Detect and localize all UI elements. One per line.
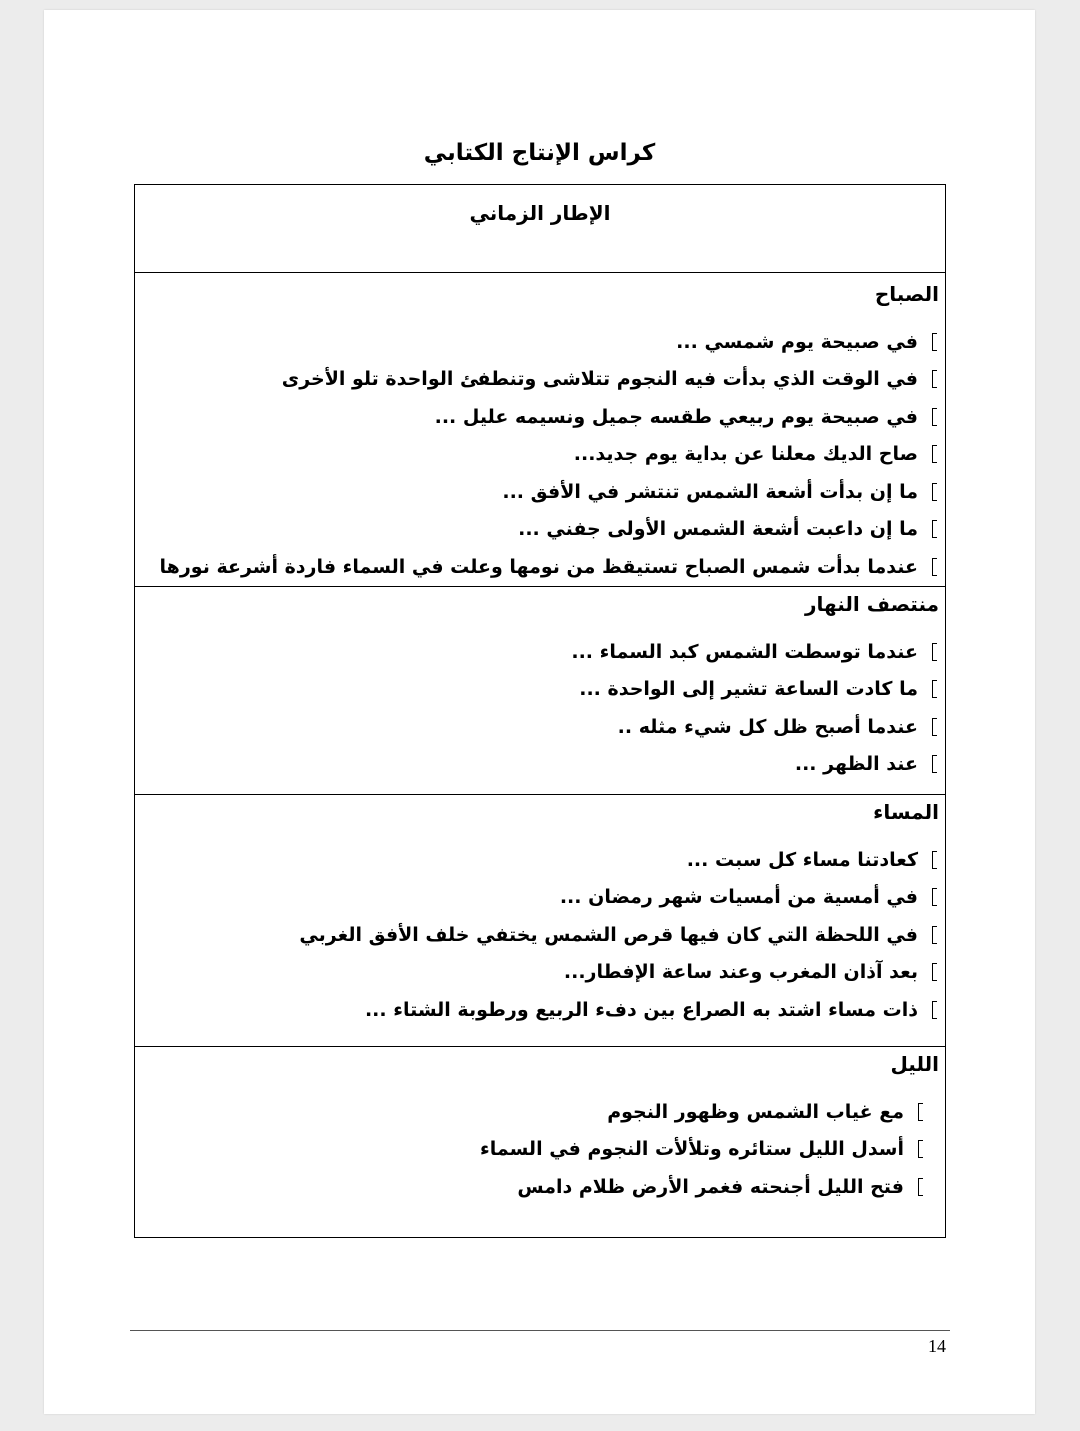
list-item [135,879,945,917]
list-item [135,916,945,954]
list-item-text: في صبيحة يوم ربيعي طقسه جميل ونسيمه عليل ... [434,405,918,428]
section-title-night: الليل [890,1052,939,1076]
list-item [135,991,945,1029]
list-item [135,841,945,879]
list-item-text: عندما توسطت الشمس كبد السماء ... [571,640,918,663]
list-item-text: في اللحظة التي كان فيها قرص الشمس يختفي خلف الأفق الغربي [299,923,918,946]
section-title-evening: المساء [873,800,939,824]
list-item-text: فتح الليل أجنحته فغمر الأرض ظلام دامس [517,1175,904,1198]
bracket-bullet-icon [932,718,937,736]
list-item [135,671,945,709]
bracket-bullet-icon [932,408,937,426]
section-noon [135,587,945,795]
list-item [135,746,945,784]
bracket-bullet-icon [932,558,937,576]
list-item-text: في صبيحة يوم شمسي ... [676,330,918,353]
list-item [135,1131,931,1169]
list-item [135,361,945,399]
list-item-text: أسدل الليل ستائره وتلألأت النجوم في السماء [480,1138,904,1161]
bracket-bullet-icon [932,963,937,981]
content-table [134,184,946,1238]
bracket-bullet-icon [932,643,937,661]
list-item-text: صاح الديك معلنا عن بداية يوم جديد... [573,443,918,466]
page-title: كراس الإنتاج الكتابي [423,140,656,166]
list-item [135,398,945,436]
bracket-bullet-icon [932,926,937,944]
bracket-bullet-icon [932,520,937,538]
section-title-morning: الصباح [874,282,939,306]
page-number: 14 [928,1336,946,1356]
bracket-bullet-icon [932,888,937,906]
document-page [44,10,1035,1414]
list-item [135,1093,931,1131]
bracket-bullet-icon [918,1140,923,1158]
list-item-text: في الوقت الذي بدأت فيه النجوم تتلاشى وتنطفئ الواحدة تلو الأخرى [281,368,918,391]
list-item [135,1168,931,1206]
bracket-bullet-icon [918,1178,923,1196]
list-item-text: عند الظهر ... [794,753,918,776]
list-item-text: عندما بدأت شمس الصباح تستيقظ من نومها وعلت في السماء فاردة أشرعة نورها [159,555,918,578]
footer-divider [130,1330,950,1331]
section-title-noon: منتصف النهار [805,592,939,616]
list-item [135,323,945,361]
section-night [135,1047,945,1237]
list-item [135,473,945,511]
list-item-text: بعد آذان المغرب وعند ساعة الإفطار... [563,961,918,984]
night-list [135,1093,945,1206]
list-item [135,436,945,474]
list-item-text: ما إن داعبت أشعة الشمس الأولى جفني ... [518,518,918,541]
list-item-text: في أمسية من أمسيات شهر رمضان ... [559,886,918,909]
list-item-text: كعادتنا مساء كل سبت ... [686,848,918,871]
morning-list [135,323,945,586]
bracket-bullet-icon [932,483,937,501]
bracket-bullet-icon [932,370,937,388]
evening-list [135,841,945,1029]
list-item-text: ما إن بدأت أشعة الشمس تنتشر في الأفق ... [502,480,918,503]
bracket-bullet-icon [932,755,937,773]
list-item-text: ما كادت الساعة تشير إلى الواحدة ... [579,678,918,701]
bracket-bullet-icon [932,680,937,698]
list-item-text: ذات مساء اشتد به الصراع بين دفء الربيع ورطوبة الشتاء ... [364,998,918,1021]
bracket-bullet-icon [932,851,937,869]
section-morning [135,273,945,587]
bracket-bullet-icon [918,1103,923,1121]
bracket-bullet-icon [932,1001,937,1019]
bracket-bullet-icon [932,333,937,351]
noon-list [135,633,945,783]
list-item-text: مع غياب الشمس وظهور النجوم [607,1100,904,1123]
bracket-bullet-icon [932,445,937,463]
list-item [135,708,945,746]
list-item [135,511,945,549]
list-item [135,954,945,992]
table-heading: الإطار الزماني [135,185,945,273]
list-item [135,633,945,671]
list-item-text: عندما أصبح ظل كل شيء مثله .. [617,715,918,738]
list-item [135,548,945,586]
section-evening [135,795,945,1047]
